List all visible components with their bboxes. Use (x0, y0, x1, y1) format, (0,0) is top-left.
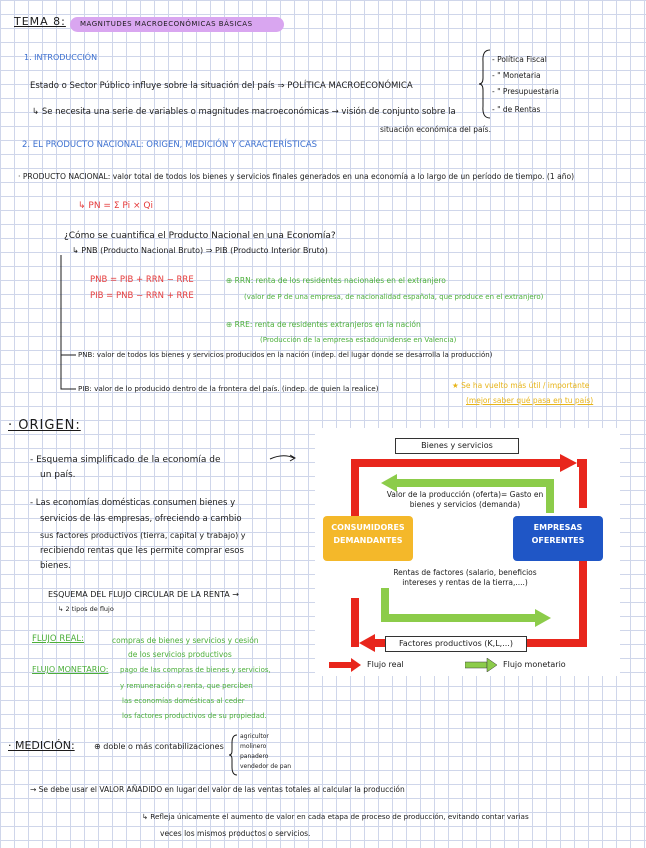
legend-monetary-label: Flujo monetario (503, 660, 566, 669)
policy-fiscal: - Política Fiscal (492, 55, 547, 64)
diagram-factors-box: Factores productivos (K,L,...) (385, 636, 527, 652)
valor-anadido-explanation-2: veces los mismos productos o servicios. (160, 829, 311, 838)
circular-flow-diagram (315, 428, 620, 676)
section2-heading: 2. EL PRODUCTO NACIONAL: ORIGEN, MEDICIÓN Y CARACTERÍSTICAS (22, 140, 318, 150)
page-title: TEMA 8: (14, 15, 66, 28)
pib-definition: PIB: valor de lo producido dentro de la frontera del país. (indep. de quien la realice) (78, 384, 379, 393)
brace-icon (478, 48, 492, 120)
pnb-pib-bracket (58, 255, 78, 395)
diagram-rents-text: Rentas de factores (salario, beneficios intereses y rentas de la tierra,....) (393, 568, 537, 587)
page-subtitle: MAGNITUDES MACROECONÓMICAS BÁSICAS (80, 20, 253, 28)
flujo-real-text1: compras de bienes y servicios y cesión (112, 636, 259, 645)
esquema-label: ESQUEMA DEL FLUJO CIRCULAR DE LA RENTA → (48, 590, 239, 599)
section1-line2b: situación económica del país. (380, 125, 491, 134)
flujo-monetario-text4: los factores productivos de su propiedad. (122, 712, 267, 720)
equation-pnb: PNB = PIB + RRN − RRE (90, 275, 194, 285)
flujo-monetario-text3: las economías domésticas al ceder (122, 697, 245, 705)
rre-definition: ⊕ RRE: renta de residentes extranjeros en la nación (226, 320, 421, 329)
policy-monetaria: - " Monetaria (492, 71, 541, 80)
chain-molinero: molinero (240, 743, 267, 750)
medicion-text: ⊕ doble o más contabilizaciones (94, 742, 224, 751)
origen-bullet2-b: servicios de las empresas, ofreciendo a cambio (40, 514, 242, 524)
diagram-goods-box: Bienes y servicios (395, 438, 519, 454)
flujo-monetario-text2: y remuneración o renta, que perciben (120, 682, 253, 690)
origen-bullet1-b: un país. (40, 470, 76, 480)
tipos-flujo: ↳ 2 tipos de flujo (58, 605, 114, 613)
flujo-real-label: FLUJO REAL: (32, 634, 85, 644)
pn-definition: · PRODUCTO NACIONAL: valor total de todos los bienes y servicios finales generados en una economía a lo largo de un período de tiempo. (1 año) (18, 172, 575, 181)
flujo-real-text2: de los servicios productivos (128, 650, 232, 659)
valor-anadido-line: → Se debe usar el VALOR AÑADIDO en lugar del valor de las ventas totales al calcular la producción (30, 785, 405, 794)
pn-question: ¿Cómo se cuantifica el Producto Nacional en una Economía? (64, 231, 336, 241)
legend-real-label: Flujo real (367, 660, 404, 669)
rre-example: (Producción de la empresa estadounidense en Valencia) (260, 336, 457, 344)
chain-vendedor: vendedor de pan (240, 763, 292, 770)
pnb-pib: ↳ PNB (Producto Nacional Bruto) ⇒ PIB (Producto Interior Bruto) (72, 246, 328, 255)
origen-bullet1-a: - Esquema simplificado de la economía de (30, 455, 221, 465)
policy-rentas: - " de Rentas (492, 105, 541, 114)
pnb-definition: PNB: valor de todos los bienes y servicios producidos en la nación (indep. del lugar donde se desarrolla la producción) (78, 351, 493, 359)
origen-bullet2-e: bienes. (40, 561, 71, 571)
firms-box: EMPRESAS OFERENTES (513, 516, 603, 561)
origen-heading: · ORIGEN: (8, 418, 81, 433)
origen-bullet2-a: - Las economías domésticas consumen bienes y (30, 498, 236, 508)
arrow-right-icon (268, 451, 298, 465)
diagram-value-text: Valor de la producción (oferta)= Gasto en bienes y servicios (demanda) (386, 490, 544, 509)
valor-anadido-explanation: ↳ Refleja únicamente el aumento de valor en cada etapa de proceso de producción, evitando contar varias (142, 812, 529, 821)
origen-bullet2-d: recibiendo rentas que les permite comprar esos (40, 546, 244, 556)
chain-agricultor: agricultor (240, 733, 269, 740)
chain-panadero: panadero (240, 753, 269, 760)
medicion-heading: · MEDICIÓN: (8, 739, 75, 752)
medicion-brace-icon (228, 733, 238, 777)
pn-formula: ↳ PN = Σ Pi × Qi (78, 201, 153, 211)
pib-importance-note: ★ Se ha vuelto más útil / importante (452, 381, 590, 390)
section1-heading: 1. INTRODUCCIÓN (24, 53, 98, 62)
consumers-box: CONSUMIDORES DEMANDANTES (323, 516, 413, 561)
policy-presupuestaria: - " Presupuestaria (492, 87, 559, 96)
origen-bullet2-c: sus factores productivos (tierra, capital y trabajo) y (40, 531, 246, 540)
equation-pib: PIB = PNB − RRN + RRE (90, 291, 194, 301)
rrn-example: (valor de P de una empresa, de nacionalidad española, que produce en el extranjero) (244, 293, 544, 301)
flujo-monetario-text1: pago de las compras de bienes y servicios, (120, 666, 271, 674)
pib-importance-reason: (mejor saber qué pasa en tu país) (466, 396, 594, 405)
rrn-definition: ⊕ RRN: renta de los residentes nacionales en el extranjero (226, 276, 446, 285)
section1-line2: ↳ Se necesita una serie de variables o magnitudes macroeconómicas → visión de conjunto sobre la (32, 107, 456, 117)
flujo-monetario-label: FLUJO MONETARIO: (32, 665, 109, 674)
legend-monetary-arrow (465, 658, 499, 672)
section1-line1: Estado o Sector Público influye sobre la situación del país ⇒ POLÍTICA MACROECONÓMICA (30, 81, 413, 91)
legend-real-arrow (329, 658, 363, 672)
